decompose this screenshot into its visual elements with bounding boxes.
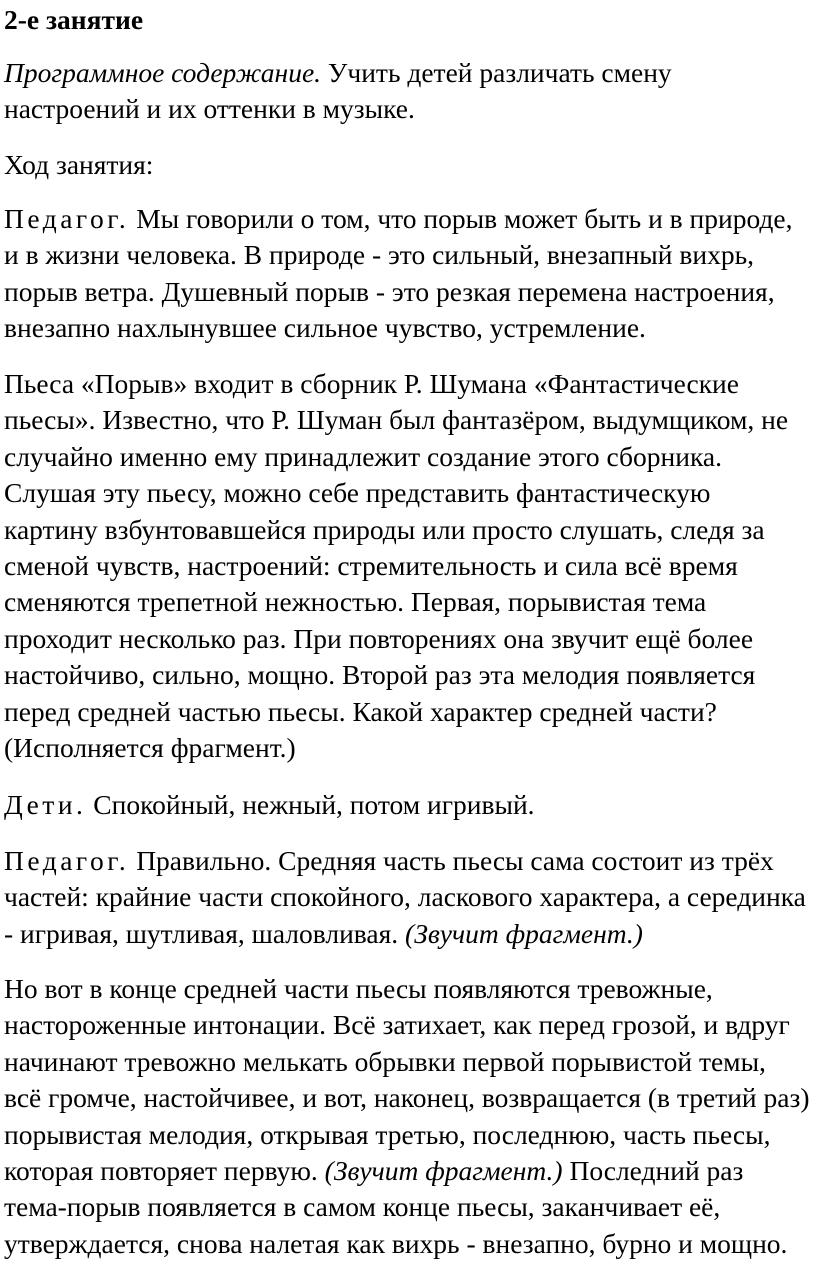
children-paragraph-text: Спокойный, нежный, потом игривый. — [86, 789, 535, 820]
fragment-note-1: (Звучит фрагмент.) — [405, 917, 643, 949]
speaker-teacher-2: Педагог. — [4, 845, 130, 876]
lesson-title: 2-е занятие — [4, 4, 144, 35]
teacher-paragraph-1 — [4, 201, 810, 347]
teacher-paragraph-2-text: Правильно. Средняя часть пьесы сама состоит из трёх частей: крайние части спокойного, ласкового характера, а серединка - игривая, шутливая, шаловливая. — [4, 845, 806, 949]
program-content-paragraph — [4, 55, 810, 128]
final-paragraph-text-b: Последний раз тема-порыв появляется в самом конце пьесы, заканчивает её, утверждается, снова налетая как вихрь - внезапно, бурно и мощно. — [4, 1155, 788, 1259]
fragment-note-2: (Звучит фрагмент.) — [324, 1155, 563, 1187]
children-paragraph — [4, 787, 810, 823]
teacher-paragraph-1-text: Мы говорили о том, что порыв может быть и в природе, и в жизни человека. В природе - это сильный, внезапный вихрь, порыв ветра. Душевный порыв - это резкая перемена настроения, внезапно нахлынувшее сильное чувство, устремление. — [4, 203, 793, 344]
final-paragraph-text-a: Но вот в конце средней части пьесы появляются тревожные, настороженные интонации. Всё затихает, как перед грозой, и вдруг начинают тревожно мелькать обрывки первой порывистой темы, всё громче, настойчивее, и вот, наконец, возвращается (в третий раз) порывистая мелодия, открывая третью, последнюю, часть пьесы, которая повторяет первую. — [4, 973, 810, 1187]
final-paragraph — [4, 971, 810, 1262]
piece-description-paragraph: Пьеса «Порыв» входит в сборник Р. Шумана «Фантастические пьесы». Известно, что Р. Шуман был фантазёром, выдумщиком, не случайно именно ему принадлежит создание этого сборника. Слушая эту пьесу, можно себе представить фантастическую картину взбунтовавшейся природы или просто слушать, следя за сменой чувств, настроений: стремительность и сила всё время сменяются трепетной нежностью. Первая, порывистая тема проходит несколько раз. При повторениях она звучит ещё более настойчиво, сильно, мощно. Второй раз эта мелодия появляется перед средней частью пьесы. Какой характер средней части? (Исполняется фрагмент.) — [4, 368, 789, 764]
speaker-children: Дети. — [4, 789, 87, 820]
program-content-label: Программное содержание. — [4, 57, 322, 88]
lesson-progress-heading: Ход занятия: — [4, 149, 154, 180]
program-content-text: Учить детей различать смену настроений и их оттенки в музыке. — [4, 57, 672, 125]
teacher-paragraph-2 — [4, 843, 810, 952]
speaker-teacher: Педагог. — [4, 203, 130, 234]
